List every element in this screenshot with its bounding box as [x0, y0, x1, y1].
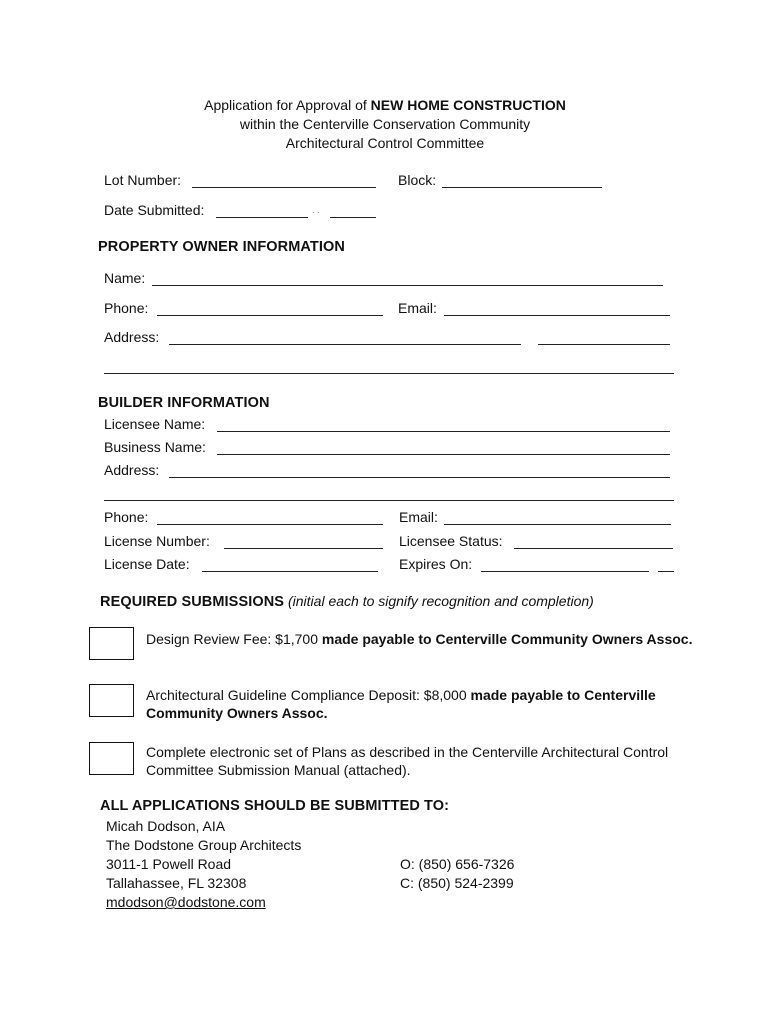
property-owner-heading: PROPERTY OWNER INFORMATION [98, 239, 345, 255]
license-date-field[interactable] [202, 571, 378, 572]
title-bold: NEW HOME CONSTRUCTION [370, 97, 566, 113]
license-number-label: License Number: [104, 533, 210, 549]
expires-on-field[interactable] [481, 571, 649, 572]
builder-address-field[interactable] [169, 477, 670, 478]
builder-phone-field[interactable] [157, 524, 383, 525]
contact-cell-phone: C: (850) 524-2399 [400, 875, 514, 891]
contact-email-link[interactable]: mdodson@dodstone.com [106, 894, 266, 910]
item-text: Architectural Guideline Compliance Deposit: $8,000 [146, 687, 471, 703]
owner-email-label: Email: [398, 300, 437, 316]
title-prefix: Application for Approval of [204, 97, 371, 113]
block-label: Block: [398, 172, 437, 188]
submission-item-design-review [146, 630, 706, 648]
owner-name-label: Name: [104, 270, 146, 286]
block-field[interactable] [442, 187, 602, 188]
form-committee: Architectural Control Committee [285, 135, 485, 151]
contact-office-phone: O: (850) 656-7326 [400, 856, 515, 872]
owner-address-line2-field[interactable] [104, 373, 674, 374]
item-bold-text: made payable to Centerville Community Owners Assoc. [146, 687, 656, 721]
required-heading: REQUIRED SUBMISSIONS [100, 594, 285, 610]
item-bold-text: made payable to Centerville Community Owners Assoc. [321, 631, 693, 647]
expires-on-label: Expires On: [399, 556, 473, 572]
form-title [0, 97, 770, 113]
submission-item-electronic-plans [146, 743, 706, 779]
item-text: Complete electronic set of Plans as described in the Centerville Architectural Control Committee Submission Manual (attached). [146, 744, 669, 778]
contact-street: 3011-1 Powell Road [106, 856, 232, 872]
date-submitted-field-1[interactable] [216, 217, 308, 218]
owner-phone-label: Phone: [104, 300, 149, 316]
builder-heading: BUILDER INFORMATION [98, 395, 270, 411]
owner-address-field[interactable] [169, 344, 521, 345]
owner-address-label: Address: [104, 329, 160, 345]
owner-name-field[interactable] [152, 285, 663, 286]
lot-number-label: Lot Number: [104, 172, 182, 188]
submission-item-compliance-deposit [146, 686, 706, 722]
licensee-status-label: Licensee Status: [399, 533, 503, 549]
date-submitted-label: Date Submitted: [104, 202, 205, 218]
expires-on-field-suffix[interactable] [658, 571, 674, 572]
business-name-label: Business Name: [104, 439, 206, 455]
date-separator: . . [312, 205, 320, 215]
submit-to-heading: ALL APPLICATIONS SHOULD BE SUBMITTED TO: [100, 798, 450, 814]
required-note: (initial each to signify recognition and completion) [287, 593, 594, 609]
required-submissions-title [100, 593, 594, 610]
initial-box-electronic-plans[interactable] [89, 742, 134, 775]
owner-address-zip-field[interactable] [538, 344, 670, 345]
builder-address-line2-field[interactable] [104, 500, 674, 501]
builder-address-label: Address: [104, 462, 160, 478]
builder-phone-label: Phone: [104, 509, 149, 525]
date-submitted-field-2[interactable] [330, 217, 376, 218]
initial-box-compliance-deposit[interactable] [89, 684, 134, 717]
licensee-name-field[interactable] [217, 431, 670, 432]
form-subtitle: within the Centerville Conservation Community [239, 116, 531, 132]
contact-city: Tallahassee, FL 32308 [106, 875, 247, 891]
business-name-field[interactable] [217, 454, 670, 455]
owner-phone-field[interactable] [157, 315, 383, 316]
initial-box-design-review[interactable] [89, 627, 134, 660]
contact-name: Micah Dodson, AIA [106, 818, 226, 834]
contact-company: The Dodstone Group Architects [106, 837, 302, 853]
lot-number-field[interactable] [192, 187, 376, 188]
owner-email-field[interactable] [444, 315, 670, 316]
builder-email-label: Email: [399, 509, 438, 525]
license-date-label: License Date: [104, 556, 190, 572]
builder-email-field[interactable] [444, 524, 671, 525]
license-number-field[interactable] [224, 548, 383, 549]
item-text: Design Review Fee: $1,700 [146, 631, 322, 647]
licensee-name-label: Licensee Name: [104, 416, 206, 432]
licensee-status-field[interactable] [514, 548, 673, 549]
